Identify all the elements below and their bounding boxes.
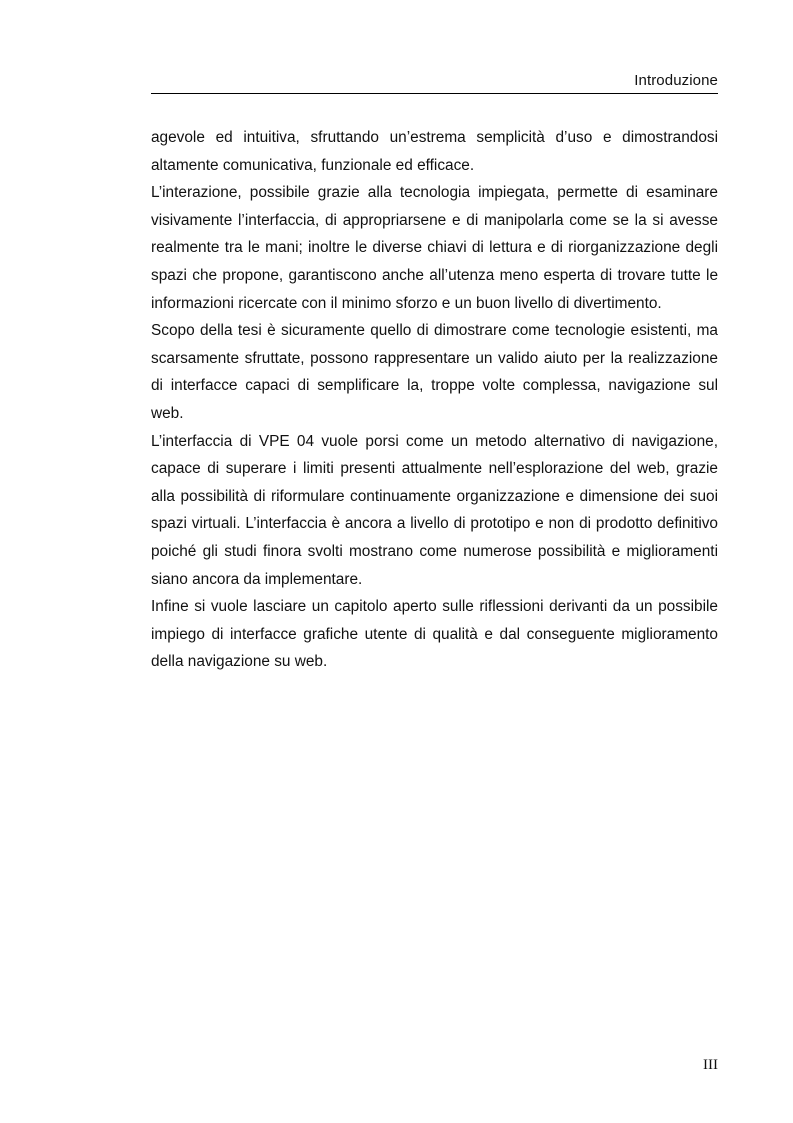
paragraph: Infine si vuole lasciare un capitolo aperto sulle riflessioni derivanti da un possibile impiego di interfacce grafiche utente di qualità e dal conseguente miglioramento della navigazione su web. (151, 598, 718, 671)
page-number: III (703, 1057, 718, 1073)
paragraph: Scopo della tesi è sicuramente quello di dimostrare come tecnologie esistenti, ma scarsamente sfruttate, possono rappresentare un valido aiuto per la realizzazione di interfacce capaci di semplificare la, troppe volte complessa, navigazione sul web. (151, 322, 718, 422)
paragraph: agevole ed intuitiva, sfruttando un’estrema semplicità d’uso e dimostrandosi altamente comunicativa, funzionale ed efficace. (151, 129, 718, 174)
paragraph: L’interfaccia di VPE 04 vuole porsi come un metodo alternativo di navigazione, capace di superare i limiti presenti attualmente nell’esplorazione del web, grazie alla possibilità di riformulare continuamente organizzazione e dimensione dei suoi spazi virtuali. L’interfaccia è ancora a livello di prototipo e non di prodotto definitivo poiché gli studi finora svolti mostrano come numerose possibilità e miglioramenti siano ancora da implementare. (151, 432, 718, 588)
running-header (151, 70, 718, 94)
chapter-title: Introduzione (634, 72, 718, 89)
body-text (151, 124, 718, 676)
paragraph: L’interazione, possibile grazie alla tecnologia impiegata, permette di esaminare visivamente l’interfaccia, di appropriarsene e di manipolarla come se la si avesse realmente tra le mani; inoltre le diverse chiavi di lettura e di riorganizzazione degli spazi che propone, garantiscono anche all’utenza meno esperta di trovare tutte le informazioni ricercate con il minimo sforzo e un buon livello di divertimento. (151, 184, 718, 312)
